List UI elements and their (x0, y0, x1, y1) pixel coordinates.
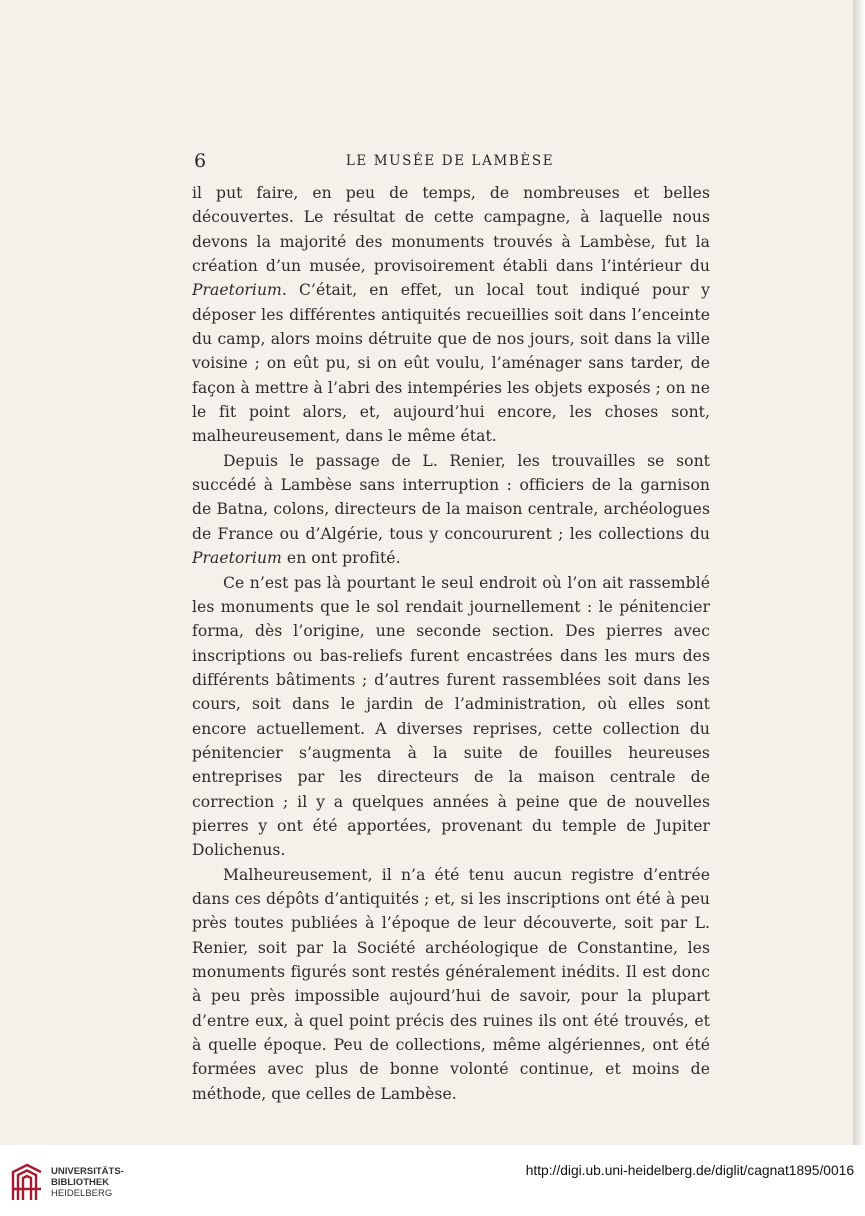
praetorium-italic: Praetorium (192, 281, 282, 300)
body-text (192, 181, 710, 1106)
library-name-line-3: HEIDELBERG (51, 1188, 113, 1199)
running-title: LE MUSÉE DE LAMBÈSE (345, 153, 555, 169)
paragraph-2: Depuis le passage de L. Renier, les trouvailles se sont succédé à Lambèse sans interruption : officiers de la garnison de Batna, colons, directeurs de la maison centrale, archéologues de France ou d’Algérie, tous y concoururent ; les collections du Praetorium en ont profité. (192, 451, 710, 568)
paragraph-3: Ce n’est pas là pourtant le seul endroit où l’on ait rassemblé les monuments que le sol rendait journellement : le pénitencier forma, dès l’origine, une seconde section. Des pierres avec inscriptions ou bas-reliefs furent encastrées dans les murs des différents bâtiments ; d’autres furent rassemblées soit dans les cours, soit dans le jardin de l’administration, où elles sont encore actuellement. A diverses reprises, cette collection du pénitencier s’augmenta à la suite de fouilles heureuses entreprises par les directeurs de la maison centrale de correction ; il y a quelques années à peine que de nouvelles pierres y ont été apportées, provenant du temple de Jupiter Dolichenus. (192, 573, 710, 860)
footer (0, 1145, 865, 1216)
paragraph-4: Malheureusement, il n’a été tenu aucun registre d’entrée dans ces dépôts d’antiquités ; et, si les inscriptions ont été à peu près toutes publiées à l’époque de leur découverte, soit par L. Renier, soit par la Société archéologique de Constantine, les monuments figurés sont restés généralement inédits. Il est donc à peu près impossible aujourd’hui de savoir, pour la plupart d’entre eux, à quel point précis des ruines ils ont été trouvés, et à quelle époque. Peu de collections, même algériennes, ont été formées avec plus de bonne volonté continue, et moins de méthode, que celles de Lambèse. (192, 865, 710, 1103)
library-name-line-2: BIBLIOTHEK (51, 1177, 110, 1188)
ub-heidelberg-logo-icon (10, 1162, 44, 1202)
page-edge-shadow (853, 0, 865, 1145)
paragraph-1: il put faire, en peu de temps, de nombreuses et belles découvertes. Le résultat de cette campagne, à laquelle nous devons la majorité des monuments trouvés à Lambèse, fut la création d’un musée, provisoirement établi dans l’intérieur du Praetorium. C’était, en effet, un local tout indiqué pour y déposer les différentes antiquités recueillies soit dans l’enceinte du camp, alors moins détruite que de nos jours, soit dans la ville voisine ; on eût pu, si on eût voulu, l’aménager sans tarder, de façon à mettre à l’abri des intempéries les objets exposés ; on ne le fit point alors, et, aujourd’hui encore, les choses sont, malheureusement, dans le même état. (192, 184, 710, 446)
source-url[interactable]: http://digi.ub.uni-heidelberg.de/diglit/cagnat1895/0016 (525, 1163, 854, 1178)
praetorium-italic: Praetorium (192, 549, 282, 568)
page-number: 6 (194, 150, 207, 172)
library-name (51, 1166, 124, 1199)
library-name-line-1: UNIVERSITÄTS- (51, 1166, 124, 1177)
page-header (190, 150, 710, 176)
